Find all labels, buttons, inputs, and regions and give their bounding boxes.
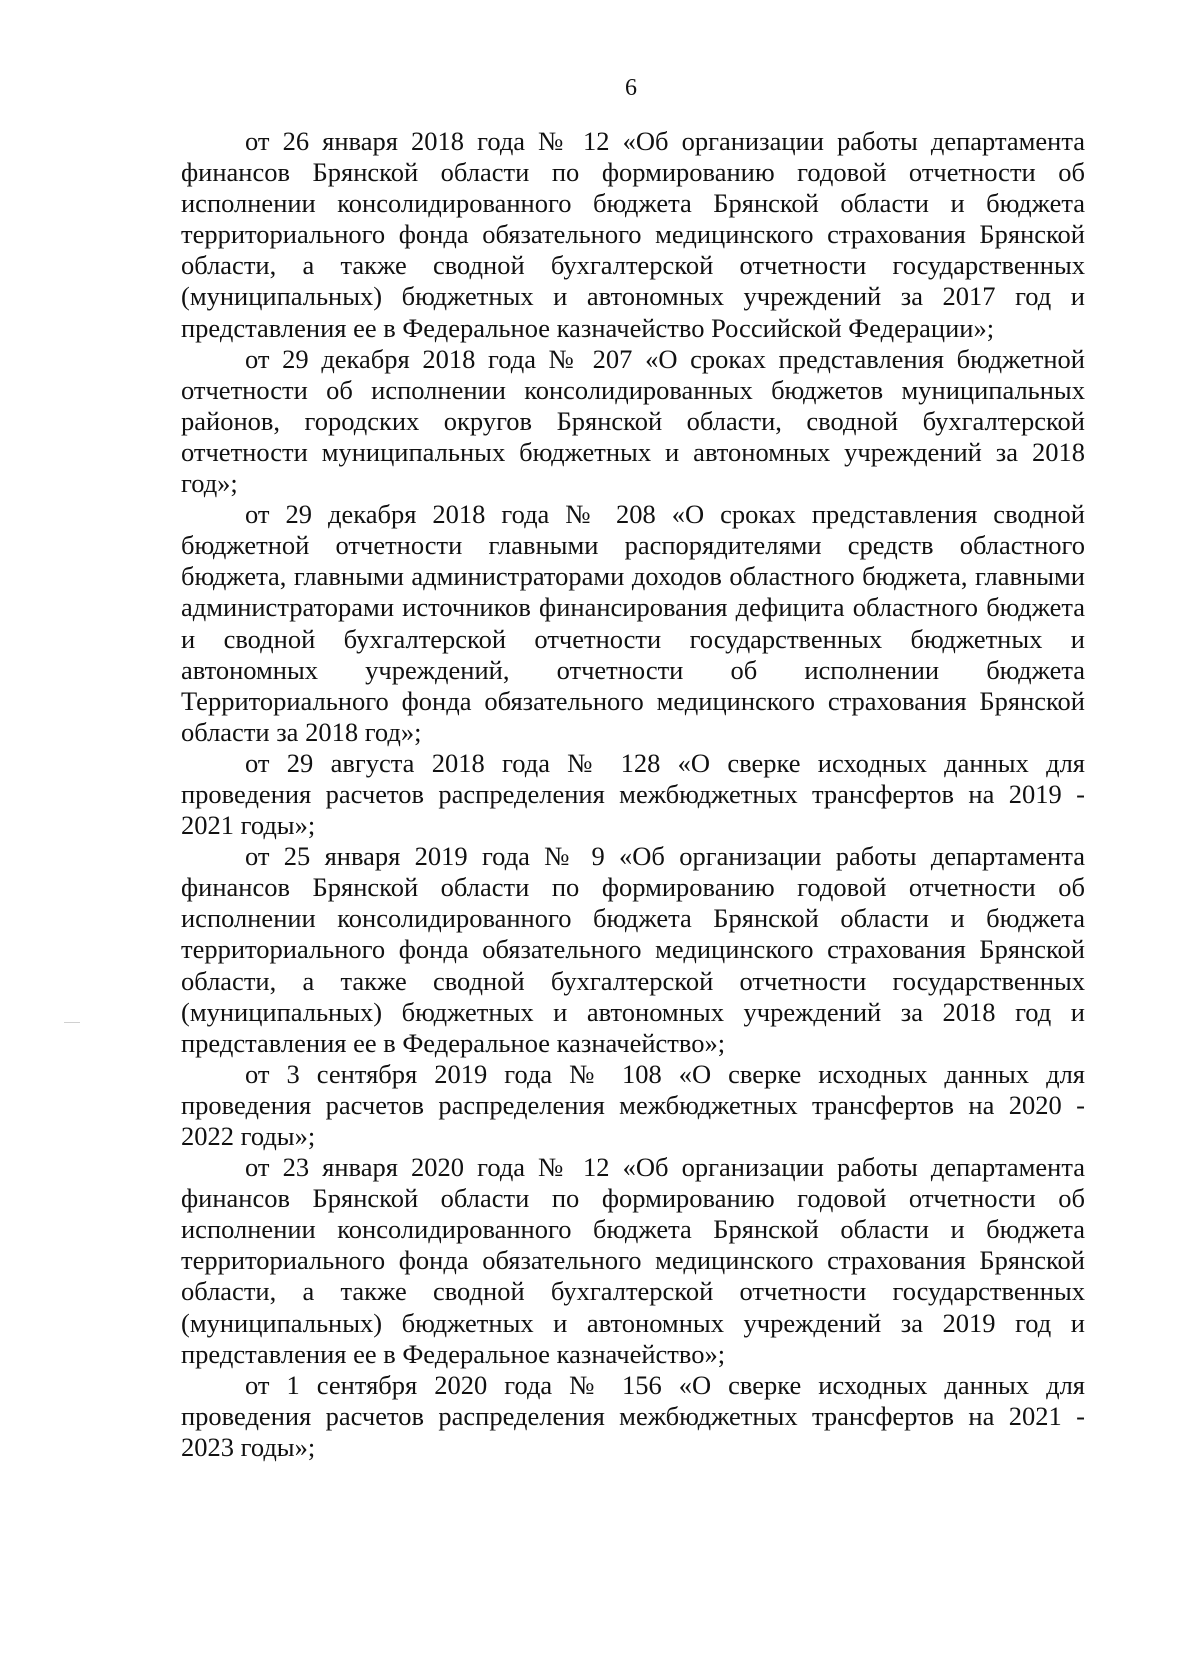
paragraph-order-2020-156: от 1 сентября 2020 года № 156 «О сверке исходных данных для проведения расчетов распределения межбюджетных трансфертов на 2021 - 2023 годы»; — [181, 1369, 1085, 1462]
paragraph-order-2019-9: от 25 января 2019 года № 9 «Об организации работы департамента финансов Брянской области по формированию годовой отчетности об исполнении консолидированного бюджета Брянской области и бюджета территориального фонда обязательного медицинского страхования Брянской области, а также сводной бухгалтерской отчетности государственных (муниципальных) бюджетных и автономных учреждений за 2018 год и представления ее в Федеральное казначейство»; — [181, 841, 1085, 1058]
paragraph-order-2018-12: от 26 января 2018 года № 12 «Об организации работы департамента финансов Брянской области по формированию годовой отчетности об исполнении консолидированного бюджета Брянской области и бюджета территориального фонда обязательного медицинского страхования Брянской области, а также сводной бухгалтерской отчетности государственных (муниципальных) бюджетных и автономных учреждений за 2017 год и представления ее в Федеральное казначейство Российской Федерации»; — [181, 126, 1085, 343]
paragraph-order-2018-128: от 29 августа 2018 года № 128 «О сверке исходных данных для проведения расчетов распределения межбюджетных трансфертов на 2019 - 2021 годы»; — [181, 747, 1085, 841]
document-body — [181, 126, 1085, 1463]
paragraph-order-2018-208: от 29 декабря 2018 года № 208 «О сроках представления сводной бюджетной отчетности главными распорядителями средств областного бюджета, главными администраторами доходов областного бюджета, главными администраторами источников финансирования дефицита областного бюджета и сводной бухгалтерской отчетности государственных бюджетных и автономных учреждений, отчетности об исполнении бюджета Территориального фонда обязательного медицинского страхования Брянской области за 2018 год»; — [181, 499, 1085, 747]
page-number: 6 — [625, 75, 637, 101]
scan-margin-mark — [64, 1022, 80, 1023]
paragraph-order-2018-207: от 29 декабря 2018 года № 207 «О сроках представления бюджетной отчетности об исполнении консолидированных бюджетов муниципальных районов, городских округов Брянской области, сводной бухгалтерской отчетности муниципальных бюджетных и автономных учреждений за 2018 год»; — [181, 343, 1085, 499]
paragraph-order-2019-108: от 3 сентября 2019 года № 108 «О сверке исходных данных для проведения расчетов распределения межбюджетных трансфертов на 2020 - 2022 годы»; — [181, 1058, 1085, 1151]
paragraph-order-2020-12: от 23 января 2020 года № 12 «Об организации работы департамента финансов Брянской области по формированию годовой отчетности об исполнении консолидированного бюджета Брянской области и бюджета территориального фонда обязательного медицинского страхования Брянской области, а также сводной бухгалтерской отчетности государственных (муниципальных) бюджетных и автономных учреждений за 2019 год и представления ее в Федеральное казначейство»; — [181, 1152, 1085, 1369]
